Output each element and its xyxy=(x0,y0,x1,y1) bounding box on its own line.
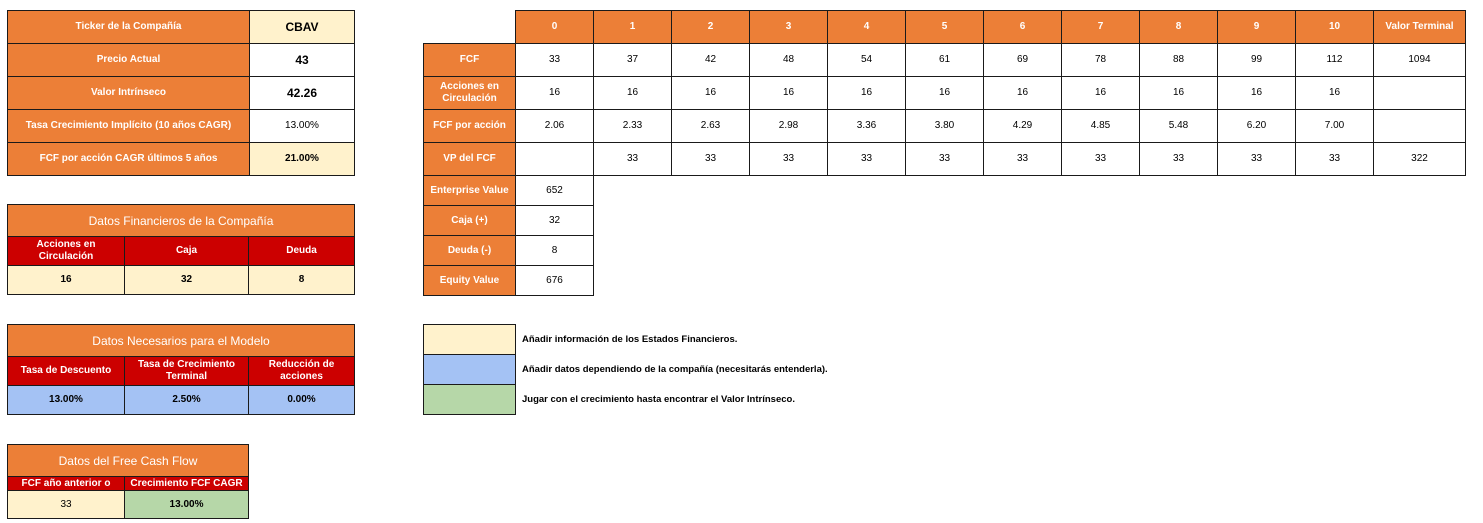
enterprise-value-label: Enterprise Value xyxy=(424,176,516,206)
fcf-per-share-cell[interactable]: 4.29 xyxy=(984,110,1062,143)
fcf-cell[interactable]: 88 xyxy=(1140,44,1218,77)
shares-cell[interactable]: 16 xyxy=(1062,77,1140,110)
projection-corner xyxy=(424,11,516,44)
legend-swatch-blue xyxy=(424,355,516,385)
terminal-value-header: Valor Terminal xyxy=(1374,11,1466,44)
fcf-cell[interactable]: 37 xyxy=(594,44,672,77)
intrinsic-label: Valor Intrínseco xyxy=(8,77,250,110)
row-label-fcf: FCF xyxy=(424,44,516,77)
fcf-data-prev-value[interactable]: 33 xyxy=(8,491,125,519)
year-header: 4 xyxy=(828,11,906,44)
shares-cell[interactable]: 16 xyxy=(1218,77,1296,110)
row-label-pv-fcf: VP del FCF xyxy=(424,143,516,176)
year-header: 10 xyxy=(1296,11,1374,44)
pv-fcf-cell[interactable]: 33 xyxy=(750,143,828,176)
row-label-shares: Acciones en Circulación xyxy=(424,77,516,110)
fcf-per-share-terminal-cell[interactable] xyxy=(1374,110,1466,143)
financials-shares-value[interactable]: 16 xyxy=(8,266,125,295)
fcf-per-share-cell[interactable]: 2.06 xyxy=(516,110,594,143)
implied-growth-label: Tasa Crecimiento Implícito (10 años CAGR) xyxy=(8,110,250,143)
pv-fcf-cell[interactable]: 33 xyxy=(906,143,984,176)
financials-header-debt: Deuda xyxy=(249,237,355,266)
fcf-cagr-label: FCF por acción CAGR últimos 5 años xyxy=(8,143,250,176)
projection-table xyxy=(423,10,1466,176)
legend-swatch-green xyxy=(424,385,516,415)
pv-fcf-cell[interactable]: 33 xyxy=(1062,143,1140,176)
shares-cell[interactable]: 16 xyxy=(984,77,1062,110)
fcf-per-share-cell[interactable]: 3.36 xyxy=(828,110,906,143)
fcf-terminal-cell[interactable]: 1094 xyxy=(1374,44,1466,77)
debt-label: Deuda (-) xyxy=(424,236,516,266)
financials-debt-value[interactable]: 8 xyxy=(249,266,355,295)
model-terminal-growth-value[interactable]: 2.50% xyxy=(125,386,249,415)
legend-table xyxy=(423,324,924,415)
ticker-value[interactable]: CBAV xyxy=(250,11,355,44)
fcf-per-share-cell[interactable]: 2.63 xyxy=(672,110,750,143)
fcf-per-share-cell[interactable]: 2.98 xyxy=(750,110,828,143)
financials-title: Datos Financieros de la Compañía xyxy=(8,205,355,237)
valuation-table xyxy=(423,175,594,296)
year-header: 6 xyxy=(984,11,1062,44)
fcf-cell[interactable]: 33 xyxy=(516,44,594,77)
cash-label: Caja (+) xyxy=(424,206,516,236)
financials-header-cash: Caja xyxy=(125,237,249,266)
legend-text-growth: Jugar con el crecimiento hasta encontrar el Valor Intrínseco. xyxy=(522,393,795,405)
year-header: 0 xyxy=(516,11,594,44)
shares-cell[interactable]: 16 xyxy=(750,77,828,110)
row-label-fcf-per-share: FCF por acción xyxy=(424,110,516,143)
model-share-reduction-value[interactable]: 0.00% xyxy=(249,386,355,415)
implied-growth-value[interactable]: 13.00% xyxy=(250,110,355,143)
debt-value[interactable]: 8 xyxy=(516,236,594,266)
summary-table xyxy=(7,10,355,176)
fcf-per-share-cell[interactable]: 5.48 xyxy=(1140,110,1218,143)
fcf-data-growth-value[interactable]: 13.00% xyxy=(125,491,249,519)
year-header: 9 xyxy=(1218,11,1296,44)
fcf-cell[interactable]: 69 xyxy=(984,44,1062,77)
enterprise-value[interactable]: 652 xyxy=(516,176,594,206)
pv-fcf-cell[interactable]: 33 xyxy=(1296,143,1374,176)
cash-value[interactable]: 32 xyxy=(516,206,594,236)
fcf-per-share-cell[interactable]: 7.00 xyxy=(1296,110,1374,143)
price-value[interactable]: 43 xyxy=(250,44,355,77)
shares-cell[interactable]: 16 xyxy=(1140,77,1218,110)
pv-fcf-cell[interactable]: 33 xyxy=(828,143,906,176)
fcf-cell[interactable]: 61 xyxy=(906,44,984,77)
year-header: 1 xyxy=(594,11,672,44)
fcf-cell[interactable]: 99 xyxy=(1218,44,1296,77)
shares-terminal-cell[interactable] xyxy=(1374,77,1466,110)
shares-cell[interactable]: 16 xyxy=(594,77,672,110)
pv-fcf-cell[interactable]: 33 xyxy=(984,143,1062,176)
year-header: 5 xyxy=(906,11,984,44)
model-header-discount: Tasa de Descuento xyxy=(8,357,125,386)
ticker-label: Ticker de la Compañía xyxy=(8,11,250,44)
model-header-share-reduction: Reducción de acciones xyxy=(249,357,355,386)
equity-value[interactable]: 676 xyxy=(516,266,594,296)
fcf-data-table xyxy=(7,444,249,519)
fcf-per-share-cell[interactable]: 3.80 xyxy=(906,110,984,143)
pv-fcf-cell[interactable]: 33 xyxy=(594,143,672,176)
fcf-per-share-cell[interactable]: 4.85 xyxy=(1062,110,1140,143)
year-header: 3 xyxy=(750,11,828,44)
pv-fcf-cell[interactable] xyxy=(516,143,594,176)
year-header: 8 xyxy=(1140,11,1218,44)
year-header: 2 xyxy=(672,11,750,44)
fcf-cell[interactable]: 54 xyxy=(828,44,906,77)
fcf-cagr-value[interactable]: 21.00% xyxy=(250,143,355,176)
fcf-per-share-cell[interactable]: 2.33 xyxy=(594,110,672,143)
financials-cash-value[interactable]: 32 xyxy=(125,266,249,295)
pv-fcf-terminal-cell[interactable]: 322 xyxy=(1374,143,1466,176)
legend-text-financials: Añadir información de los Estados Financieros. xyxy=(522,333,738,345)
model-table xyxy=(7,324,355,415)
model-header-terminal-growth: Tasa de Crecimiento Terminal xyxy=(125,357,249,386)
financials-table xyxy=(7,204,355,295)
shares-cell[interactable]: 16 xyxy=(672,77,750,110)
model-title: Datos Necesarios para el Modelo xyxy=(8,325,355,357)
price-label: Precio Actual xyxy=(8,44,250,77)
legend-text-company: Añadir datos dependiendo de la compañía (necesitarás entenderla). xyxy=(522,363,828,375)
shares-cell[interactable]: 16 xyxy=(906,77,984,110)
intrinsic-value[interactable]: 42.26 xyxy=(250,77,355,110)
fcf-per-share-cell[interactable]: 6.20 xyxy=(1218,110,1296,143)
financials-header-shares: Acciones en Circulación xyxy=(8,237,125,266)
model-discount-value[interactable]: 13.00% xyxy=(8,386,125,415)
shares-cell[interactable]: 16 xyxy=(828,77,906,110)
fcf-cell[interactable]: 48 xyxy=(750,44,828,77)
fcf-data-header-prev: FCF año anterior o xyxy=(8,477,125,491)
shares-cell[interactable]: 16 xyxy=(516,77,594,110)
fcf-cell[interactable]: 78 xyxy=(1062,44,1140,77)
fcf-data-header-growth: Crecimiento FCF CAGR xyxy=(125,477,249,491)
legend-swatch-cream xyxy=(424,325,516,355)
pv-fcf-cell[interactable]: 33 xyxy=(672,143,750,176)
shares-cell[interactable]: 16 xyxy=(1296,77,1374,110)
fcf-cell[interactable]: 112 xyxy=(1296,44,1374,77)
pv-fcf-cell[interactable]: 33 xyxy=(1218,143,1296,176)
year-header: 7 xyxy=(1062,11,1140,44)
equity-value-label: Equity Value xyxy=(424,266,516,296)
fcf-data-title: Datos del Free Cash Flow xyxy=(8,445,249,477)
fcf-cell[interactable]: 42 xyxy=(672,44,750,77)
pv-fcf-cell[interactable]: 33 xyxy=(1140,143,1218,176)
